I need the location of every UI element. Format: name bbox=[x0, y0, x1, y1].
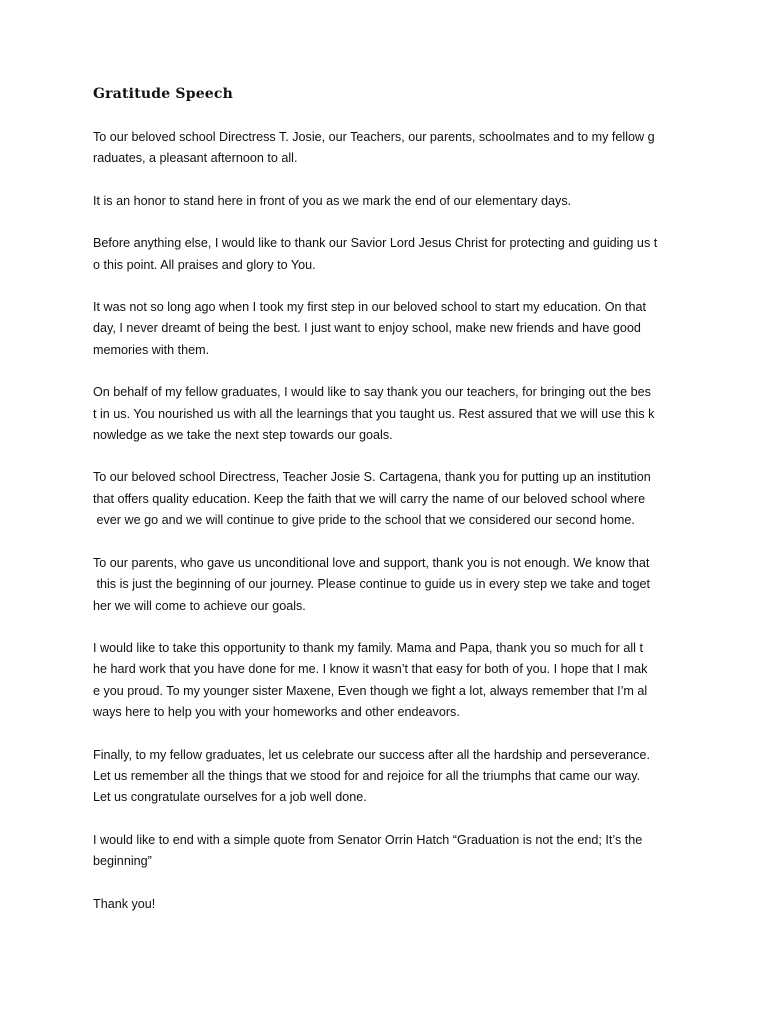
document-title: Gratitude Speech bbox=[93, 86, 234, 102]
paragraph-line: I would like to end with a simple quote from Senator Orrin Hatch “Graduation is not the end; It’s the bbox=[93, 832, 643, 847]
paragraph bbox=[93, 638, 683, 724]
paragraph-line: ever we go and we will continue to give pride to the school that we considered our second home. bbox=[93, 513, 635, 528]
paragraph bbox=[93, 830, 683, 873]
paragraph-line: To our parents, who gave us unconditional love and support, thank you is not enough. We know that bbox=[93, 555, 650, 570]
paragraph-line: beginning” bbox=[93, 854, 152, 869]
paragraph-line: Thank you! bbox=[93, 896, 156, 911]
paragraph-line: It was not so long ago when I took my first step in our beloved school to start my education. On that bbox=[93, 300, 647, 315]
paragraph-line: day, I never dreamt of being the best. I just want to enjoy school, make new friends and have good bbox=[93, 321, 641, 336]
paragraph bbox=[93, 467, 683, 531]
paragraph-line: On behalf of my fellow graduates, I would like to say thank you our teachers, for bringing out the bes bbox=[93, 385, 651, 400]
paragraph bbox=[93, 745, 683, 809]
paragraph-line: this is just the beginning of our journey. Please continue to guide us in every step we take and toget bbox=[93, 577, 651, 592]
paragraph-line: To our beloved school Directress, Teacher Josie S. Cartagena, thank you for putting up an institution bbox=[93, 470, 651, 485]
paragraph-line: ways here to help you with your homeworks and other endeavors. bbox=[93, 705, 460, 720]
paragraph bbox=[93, 894, 683, 915]
paragraph-line: Let us remember all the things that we stood for and rejoice for all the triumphs that came our way. bbox=[93, 768, 641, 783]
paragraph-line: e you proud. To my younger sister Maxene, Even though we fight a lot, always remember that I’m al bbox=[93, 683, 648, 698]
paragraph-line: t in us. You nourished us with all the learnings that you taught us. Rest assured that we will use this k bbox=[93, 406, 655, 421]
paragraph bbox=[93, 127, 683, 170]
paragraph-line: that offers quality education. Keep the faith that we will carry the name of our beloved school where bbox=[93, 491, 646, 506]
paragraph bbox=[93, 233, 683, 276]
paragraph-line: o this point. All praises and glory to You. bbox=[93, 257, 316, 272]
paragraph bbox=[93, 297, 683, 361]
paragraph bbox=[93, 382, 683, 446]
paragraph-line: Before anything else, I would like to thank our Savior Lord Jesus Christ for protecting and guiding us t bbox=[93, 236, 658, 251]
paragraph-line: nowledge as we take the next step towards our goals. bbox=[93, 428, 393, 443]
paragraph-line: Finally, to my fellow graduates, let us celebrate our success after all the hardship and perseverance. bbox=[93, 747, 650, 762]
paragraph-line: I would like to take this opportunity to thank my family. Mama and Papa, thank you so much for all t bbox=[93, 640, 643, 655]
paragraph bbox=[93, 191, 683, 212]
paragraph bbox=[93, 553, 683, 617]
paragraph-line: It is an honor to stand here in front of you as we mark the end of our elementary days. bbox=[93, 193, 572, 208]
paragraph-line: Let us congratulate ourselves for a job well done. bbox=[93, 790, 367, 805]
paragraph-line: To our beloved school Directress T. Josie, our Teachers, our parents, schoolmates and to my fellow g bbox=[93, 130, 655, 144]
paragraph-line: raduates, a pleasant afternoon to all. bbox=[93, 151, 298, 166]
paragraph-line: he hard work that you have done for me. I know it wasn’t that easy for both of you. I hope that I mak bbox=[93, 662, 648, 677]
paragraph-line: her we will come to achieve our goals. bbox=[93, 598, 306, 613]
document-body bbox=[93, 127, 683, 936]
paragraph-line: memories with them. bbox=[93, 342, 210, 357]
